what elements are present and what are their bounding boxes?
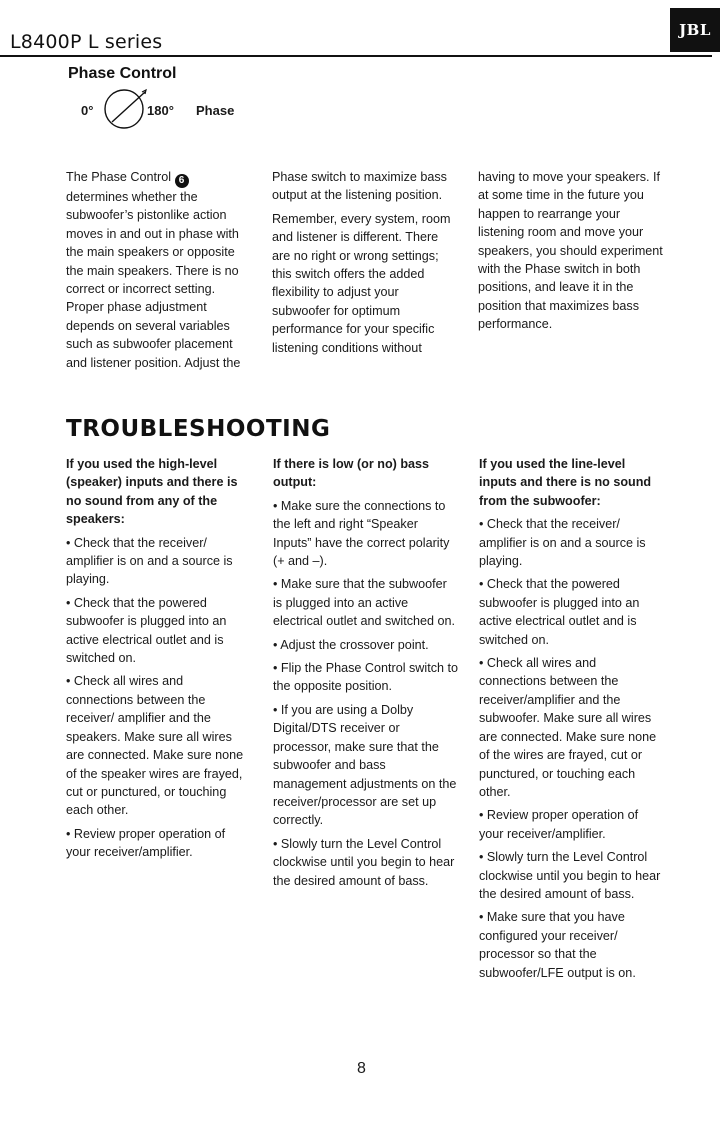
troubleshooting-heading-low-bass: If there is low (or no) bass output: bbox=[273, 457, 430, 490]
list-item: • Check that the powered subwoofer is plugged into an active electrical outlet and is switched on. bbox=[66, 595, 227, 666]
page-header-title: L8400P L series bbox=[10, 31, 163, 53]
phase-paragraph-4: having to move your speakers. If at some time in the future you happen to rearrange your listening room and move your speakers, you should experiment with the Phase switch in both positions, and leave it in the position that maximizes bass performance. bbox=[478, 170, 663, 332]
callout-number-badge: 6 bbox=[175, 174, 189, 188]
troubleshooting-title: TROUBLESHOOTING bbox=[66, 416, 331, 442]
list-item: • Review proper operation of your receiver/amplifier. bbox=[479, 808, 639, 841]
troubleshooting-column-1 bbox=[66, 455, 252, 867]
phase-label: Phase bbox=[196, 103, 235, 118]
troubleshooting-column-2 bbox=[273, 455, 459, 895]
troubleshooting-heading-line-level: If you used the line-level inputs and there is no sound from the subwoofer: bbox=[479, 457, 652, 508]
list-item: • Make sure the connections to the left and right “Speaker Inputs” have the correct polarity (+ and –). bbox=[273, 498, 450, 569]
list-item: • Review proper operation of your receiver/amplifier. bbox=[66, 826, 226, 860]
list-item: • Check all wires and connections between the receiver/ amplifier and the speakers. Make sure all wires are connected. Make sure none of the speaker wires are frayed, cut or punctured, or touching each other. bbox=[66, 674, 244, 818]
troubleshooting-heading-high-level: If you used the high-level (speaker) inputs and there is no sound from any of the speakers: bbox=[66, 457, 238, 527]
list-item: • Make sure that the subwoofer is plugged into an active electrical outlet and switched on. bbox=[273, 577, 456, 629]
header-rule bbox=[0, 55, 712, 57]
list-item: • If you are using a Dolby Digital/DTS receiver or processor, make sure that the subwoofer and bass management adjustments on the receiver/processor are set up correctly. bbox=[273, 702, 457, 828]
section-title-phase-control: Phase Control bbox=[68, 65, 177, 82]
phase-text-column-1 bbox=[66, 168, 250, 377]
troubleshooting-column-3 bbox=[479, 455, 665, 987]
list-item: • Slowly turn the Level Control clockwise until you begin to hear the desired amount of bass. bbox=[479, 850, 661, 901]
phase-col1-intro: The Phase Control bbox=[66, 170, 172, 184]
jbl-logo: JBL bbox=[670, 8, 720, 52]
list-item: • Make sure that you have configured your receiver/ processor so that the subwoofer/LFE output is on. bbox=[479, 910, 636, 980]
list-item: • Flip the Phase Control switch to the opposite position. bbox=[273, 661, 459, 694]
phase-paragraph-1 bbox=[66, 168, 250, 372]
list-item: • Check that the receiver/ amplifier is on and a source is playing. bbox=[479, 517, 646, 569]
list-item: • Check that the powered subwoofer is plugged into an active electrical outlet and is switched on. bbox=[479, 577, 640, 647]
list-item: • Slowly turn the Level Control clockwise until you begin to hear the desired amount of bass. bbox=[273, 836, 455, 888]
list-item: • Check that the receiver/ amplifier is on and a source is playing. bbox=[66, 535, 233, 587]
phase-label-0-degrees: 0° bbox=[81, 103, 94, 118]
phase-switch-icon bbox=[100, 86, 150, 132]
phase-col1-body: determines whether the subwoofer’s pistonlike action moves in and out in phase with the main speakers or opposite the main speakers. There is no correct or incorrect setting. Proper phase adjustment depends on several variables such as subwoofer placement and listener position. Adjust the bbox=[66, 190, 241, 370]
list-item: • Adjust the crossover point. bbox=[273, 637, 429, 652]
phase-paragraph-2: Phase switch to maximize bass output at the listening position. bbox=[272, 170, 447, 203]
phase-text-column-2 bbox=[272, 168, 458, 362]
phase-text-column-3 bbox=[478, 168, 664, 339]
page-number: 8 bbox=[357, 1060, 366, 1077]
list-item: • Check all wires and connections between the receiver/amplifier and the subwoofer. Make sure all wires are connected. Make sure none of the wires are frayed, cut or punctured, or touching each other. bbox=[479, 656, 657, 799]
phase-label-180-degrees: 180° bbox=[147, 103, 174, 118]
phase-paragraph-3: Remember, every system, room and listener is different. There are no right or wrong settings; this switch offers the added flexibility to adjust your subwoofer for optimum performance for your specific listening conditions without bbox=[272, 211, 451, 355]
